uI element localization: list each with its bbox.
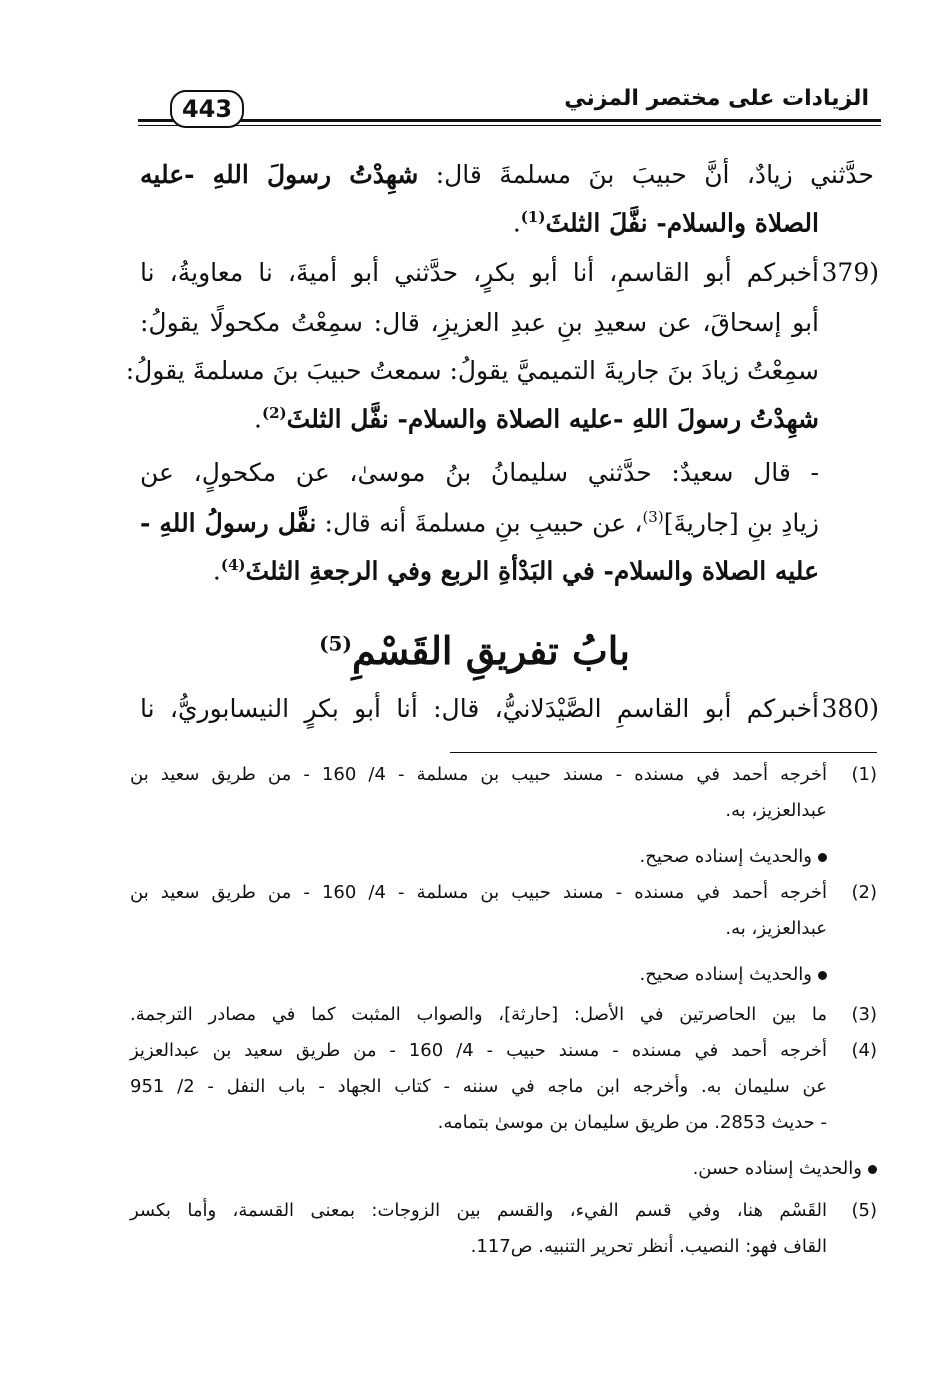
footnote-1-line-1: أخرجه أحمد في مسنده - مسند حبيب بن مسلمة - 4/ 160 - من طريق سعيد بن <box>130 764 827 785</box>
text-line-1: حدَّثني زيادٌ، أنَّ حبيبَ بنَ مسلمةَ قال: شهِدْتُ رسولَ اللهِ -عليه <box>140 160 874 189</box>
footnote-number-3: (3) <box>851 1004 877 1025</box>
footnote-number-4: (4) <box>851 1040 877 1061</box>
footnote-number-5: (5) <box>851 1200 877 1221</box>
hadith-number-380: 380) <box>821 694 879 723</box>
footnote-ref-3[interactable]: (3) <box>642 508 664 526</box>
header-rule <box>138 119 881 122</box>
text-line-5: سمِعْتُ زيادَ بنَ جاريةَ التميميَّ يقولُ: سمعتُ حبيبَ بنَ مسلمةَ يقولُ: <box>125 356 819 385</box>
text-line-2: الصلاة والسلام- نفَّلَ الثلثَ$^{(1)}$. <box>512 208 819 238</box>
footnote-5-line-2: القاف فهو: النصيب. أنظر تحرير التنبيه. ص117. <box>470 1236 827 1257</box>
footnote-separator <box>450 752 877 753</box>
footnote-4-line-2: عن سليمان به. وأخرجه ابن ماجه في سننه - كتاب الجهاد - باب النفل - 2/ 951 <box>130 1076 827 1097</box>
footnote-number-2: (2) <box>851 882 877 903</box>
footnote-3-line-1: ما بين الحاصرتين في الأصل: [حارثة]، والصواب المثبت كما في مصادر الترجمة. <box>130 1004 827 1025</box>
footnote-4-line-3: - حديث 2853. من طريق سليمان بن موسىٰ بتمامه. <box>437 1112 827 1133</box>
hadith-number-379: 379) <box>821 258 879 287</box>
footnote-4-line-1: أخرجه أحمد في مسنده - مسند حبيب - 4/ 160 - من طريق سعيد بن عبدالعزيز <box>130 1040 827 1061</box>
text-line-4: أبو إسحاقَ، عن سعيدِ بنِ عبدِ العزيزِ، قال: سمِعْتُ مكحولًا يقولُ: <box>140 308 819 337</box>
footnote-5-line-1: القَسْم هنا، وفي قسم الفيء، والقسم بين الزوجات: بمعنى القسمة، وأما بكسر <box>130 1200 827 1221</box>
footnote-ref-5[interactable]: (5) <box>319 631 352 656</box>
footnote-1-line-2: عبدالعزيز، به. <box>725 800 827 821</box>
footnote-2-bullet: والحديث إسناده صحيح. <box>640 964 828 985</box>
text-line-8: زيادِ بنِ [جاريةَ]$^{(3)}$، عن حبيبِ بنِ مسلمةَ أنه قال: نفَّل رسولُ اللهِ - <box>140 508 819 538</box>
text-line-3: أخبركم أبو القاسمِ، أنا أبو بكرٍ، حدَّثني أبو أميةَ، نا معاويةُ، نا <box>140 258 819 287</box>
footnote-4-bullet: والحديث إسناده حسن. <box>693 1158 877 1179</box>
footnote-ref-1[interactable]: (1) <box>520 208 546 226</box>
footnote-number-1: (1) <box>851 764 877 785</box>
text-line-9: عليه الصلاة والسلام- في البَدْأةِ الربع وفي الرجعةِ الثلثَ$^{(4)}$. <box>212 556 819 586</box>
bullet-dot-icon <box>868 1165 877 1174</box>
text-line-10: أخبركم أبو القاسمِ الصَّيْدَلانيُّ، قال: أنا أبو بكرٍ النيسابوريُّ، نا <box>140 694 819 723</box>
footnote-ref-2[interactable]: (2) <box>261 404 287 422</box>
header-rule-thin <box>138 125 881 126</box>
text-line-7: - قال سعيدٌ: حدَّثني سليمانُ بنُ موسىٰ، عن مكحولٍ، عن <box>140 458 819 487</box>
chapter-heading: بابُ تفريقِ القَسْمِ$^{(5)}$ <box>319 628 630 673</box>
bullet-dot-icon <box>818 853 827 862</box>
footnote-2-line-1: أخرجه أحمد في مسنده - مسند حبيب بن مسلمة - 4/ 160 - من طريق سعيد بن <box>130 882 827 903</box>
text-line-6: شهِدْتُ رسولَ اللهِ -عليه الصلاة والسلام- نفَّل الثلثَ$^{(2)}$. <box>254 404 819 434</box>
footnote-ref-4[interactable]: (4) <box>220 556 246 574</box>
running-header-title: الزيادات على مختصر المزني <box>564 86 869 111</box>
footnote-1-bullet: والحديث إسناده صحيح. <box>640 846 828 867</box>
page-number: 443 <box>170 90 244 128</box>
bullet-dot-icon <box>818 971 827 980</box>
footnote-2-line-2: عبدالعزيز، به. <box>725 918 827 939</box>
